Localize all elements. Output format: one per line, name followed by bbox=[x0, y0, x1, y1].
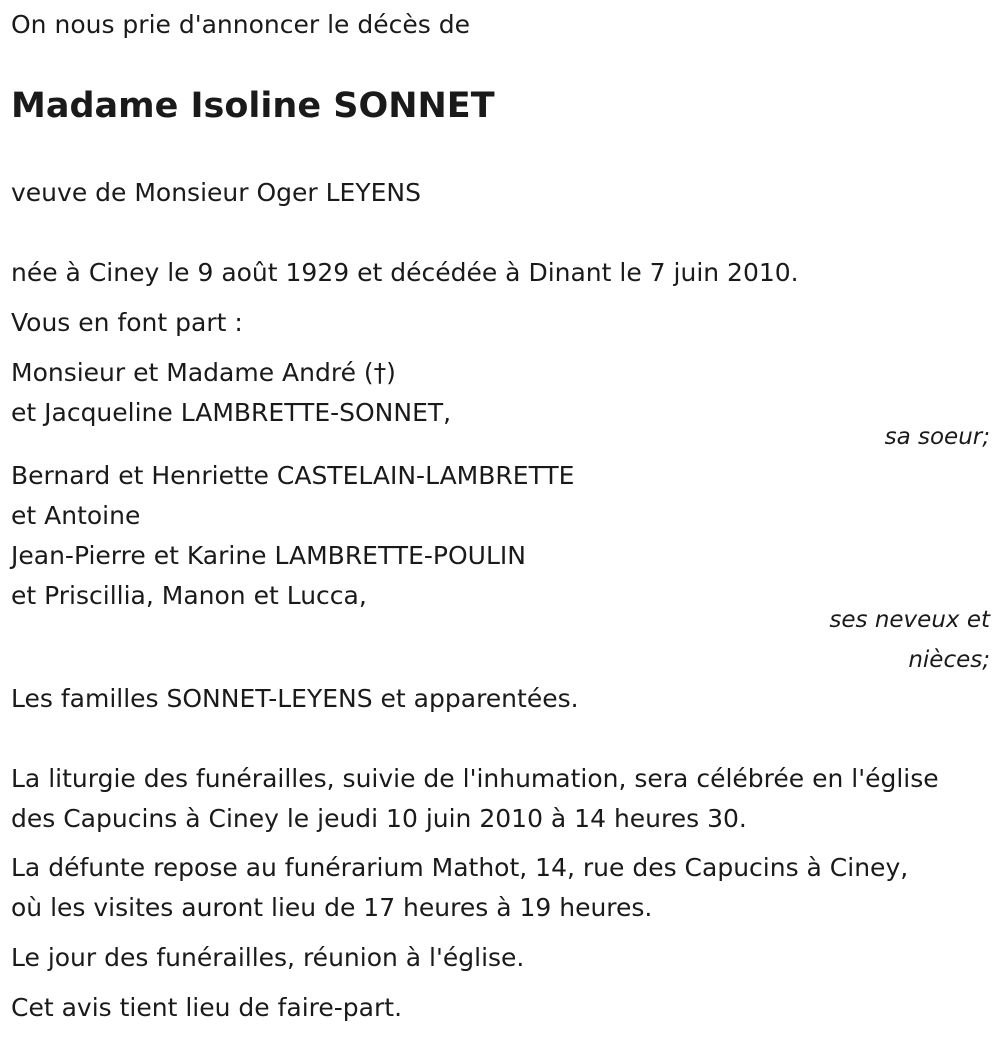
meeting-text: Le jour des funérailles, réunion à l'église. bbox=[11, 943, 525, 972]
intro-text: On nous prie d'annoncer le décès de bbox=[11, 10, 470, 39]
family-line: et Jacqueline LAMBRETTE-SONNET, bbox=[11, 398, 452, 427]
rest-line: La défunte repose au funérarium Mathot, 14, rue des Capucins à Ciney, bbox=[11, 853, 909, 882]
family-line: Bernard et Henriette CASTELAIN-LAMBRETTE bbox=[11, 461, 575, 490]
family-line: et Antoine bbox=[11, 501, 141, 530]
widow-of-text: veuve de Monsieur Oger LEYENS bbox=[11, 178, 421, 207]
rest-line: où les visites auront lieu de 17 heures à 19 heures. bbox=[11, 893, 653, 922]
family-relation: sa soeur; bbox=[884, 424, 990, 450]
family-line: Monsieur et Madame André (†) bbox=[11, 358, 396, 387]
liturgy-line: des Capucins à Ciney le jeudi 10 juin 2010 à 14 heures 30. bbox=[11, 804, 747, 833]
closing-text: Cet avis tient lieu de faire-part. bbox=[11, 993, 403, 1022]
deceased-name: Madame Isoline SONNET bbox=[11, 86, 495, 126]
announce-text: Vous en font part : bbox=[11, 308, 243, 337]
family-relation: nièces; bbox=[908, 647, 990, 673]
family-line: Jean-Pierre et Karine LAMBRETTE-POULIN bbox=[11, 541, 526, 570]
family-relation: ses neveux et bbox=[829, 607, 990, 633]
liturgy-line: La liturgie des funérailles, suivie de l'inhumation, sera célébrée en l'église bbox=[11, 764, 939, 793]
birth-death-text: née à Ciney le 9 août 1929 et décédée à Dinant le 7 juin 2010. bbox=[11, 258, 799, 287]
family-line: et Priscillia, Manon et Lucca, bbox=[11, 581, 367, 610]
families-text: Les familles SONNET-LEYENS et apparentées. bbox=[11, 684, 579, 713]
